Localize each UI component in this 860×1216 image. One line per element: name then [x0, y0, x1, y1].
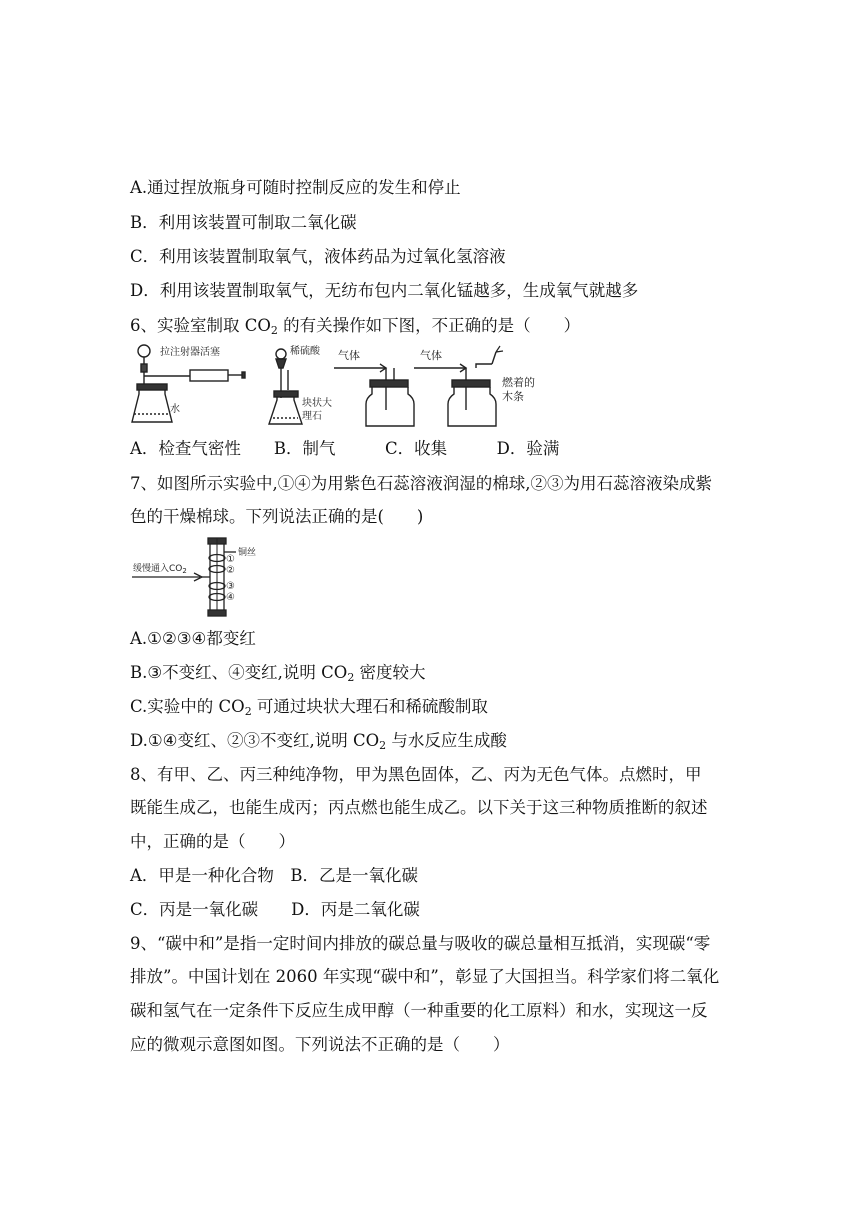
q6-label-marble: 块状大 [302, 398, 332, 409]
q6-options: A．检查气密性 B．制气 C．收集 D．验满 [130, 439, 560, 458]
q7-label-ball-4: ④ [226, 592, 235, 603]
q6-label-water: 水 [170, 404, 180, 415]
q7-option-b: B.③不变红、④变红,说明 $CO_2$ 密度较大 [130, 663, 426, 684]
q8-options-row1: A．甲是一种化合物 B．乙是一氧化碳 [130, 866, 419, 885]
q6-label-syringe: 拉注射器活塞 [160, 347, 220, 358]
q7-option-a: A.①②③④都变红 [130, 629, 256, 648]
q6-label-gas2: 气体 [420, 349, 442, 362]
q5-option-b: B．利用该装置可制取二氧化碳 [130, 213, 357, 232]
q6-figure [130, 342, 550, 430]
q6-label-acid: 稀硫酸 [290, 346, 320, 357]
q7-fig-tube [132, 538, 236, 616]
q9-stem-line1: 9、“碳中和”是指一定时间内排放的碳总量与吸收的碳总量相互抵消，实现碳“零 [130, 934, 711, 953]
q5-option-a: A.通过捏放瓶身可随时控制反应的发生和停止 [130, 178, 461, 197]
q8-stem-line3: 中，正确的是（ ） [130, 832, 295, 851]
q7-figure [130, 534, 270, 618]
q8-stem-line2: 既能生成乙，也能生成丙；丙点燃也能生成乙。以下关于这三种物质推断的叙述 [130, 798, 708, 817]
q7-label-ball-3: ③ [226, 581, 235, 592]
q7-option-c: C.实验中的 $CO_2$ 可通过块状大理石和稀硫酸制取 [130, 697, 488, 718]
q6-label-marble2: 理石 [302, 411, 322, 422]
q7-label-inlet: 缓慢通入$CO_2$ [133, 564, 187, 575]
q5-option-c: C．利用该装置制取氧气，液体药品为过氧化氢溶液 [130, 247, 506, 266]
q7-stem-line2: 色的干燥棉球。下列说法正确的是( ) [130, 507, 424, 526]
q9-stem-line3: 碳和氢气在一定条件下反应生成甲醇（一种重要的化工原料）和水，实现这一反 [130, 1001, 708, 1020]
q6-fig-gas-generation [269, 349, 302, 424]
q9-stem-line2: 排放”。中国计划在 2060 年实现“碳中和”，彰显了大国担当。科学家们将二氧化 [130, 967, 720, 986]
q6-label-wood-stick: 木条 [502, 390, 524, 403]
q5-option-d: D．利用该装置制取氧气，无纺布包内二氧化锰越多，生成氧气就越多 [130, 281, 639, 300]
q6-stem: 6、实验室制取 $CO_2$ 的有关操作如下图，不正确的是（ ） [130, 316, 581, 337]
q7-option-d: D.①④变红、②③不变红,说明 $CO_2$ 与水反应生成酸 [130, 731, 507, 752]
q9-stem-line4: 应的微观示意图如图。下列说法不正确的是（ ） [130, 1035, 510, 1054]
q7-label-ball-1: ① [226, 554, 235, 565]
q6-label-burning-stick: 燃着的 [502, 376, 535, 389]
q8-stem-line1: 8、有甲、乙、丙三种纯净物，甲为黑色固体，乙、丙为无色气体。点燃时，甲 [130, 765, 702, 784]
q7-label-ball-2: ② [226, 565, 235, 576]
q8-options-row2: C．丙是一氧化碳 D．丙是二氧化碳 [130, 900, 420, 919]
q6-label-gas1: 气体 [338, 349, 360, 362]
q7-label-copper-wire: 铜丝 [238, 548, 257, 558]
q7-stem-line1: 7、如图所示实验中,①④为用紫色石蕊溶液润湿的棉球,②③为用石蕊溶液染成紫 [130, 474, 712, 493]
q6-fig-collection [334, 364, 414, 426]
